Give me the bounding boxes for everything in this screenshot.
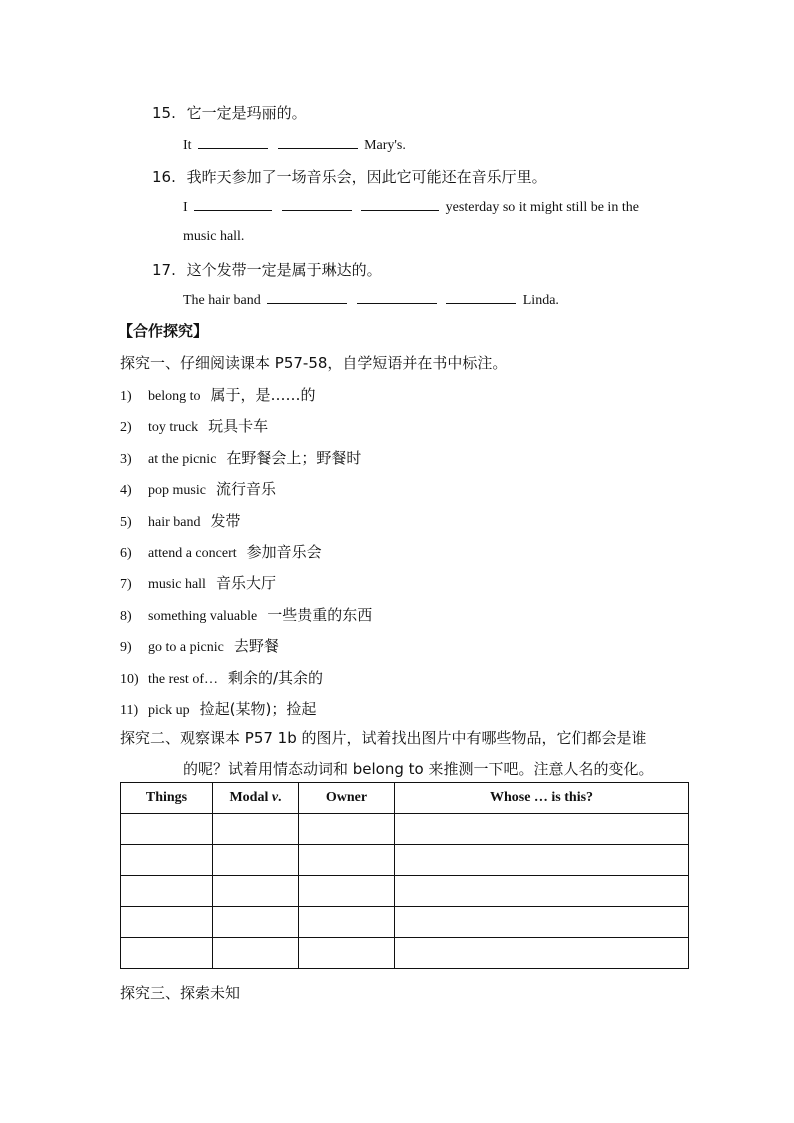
phrase-number: 10) (120, 671, 139, 687)
exercise-17-answer-line (183, 291, 559, 309)
owner-cell[interactable] (299, 876, 395, 907)
owner-cell[interactable] (299, 814, 395, 845)
exercise-prompt: 它一定是玛丽的。 (186, 104, 307, 122)
phrase-chinese: 一些贵重的东西 (267, 605, 373, 624)
phrase-english: go to a picnic (148, 640, 224, 656)
phrase-chinese: 流行音乐 (215, 480, 276, 499)
whose-cell[interactable] (395, 814, 689, 845)
phrase-chinese: 属于，是……的 (210, 386, 316, 404)
explore-two-instruction-cont: 的呢？试着用情态动词和 belong to 来推测一下吧。注意人名的变化。 (183, 760, 654, 778)
table-header-row (121, 783, 689, 814)
things-cell[interactable] (121, 845, 213, 876)
phrase-number: 7) (120, 577, 132, 593)
things-cell[interactable] (121, 876, 213, 907)
modal-cell[interactable] (213, 907, 299, 938)
phrase-english: pop music (148, 483, 206, 499)
phrase-chinese: 玩具卡车 (208, 417, 269, 436)
modal-cell[interactable] (213, 814, 299, 845)
phrase-number: 9) (120, 640, 132, 656)
phrase-english: attend a concert (148, 546, 237, 561)
phrase-item (120, 510, 241, 531)
table-row (121, 845, 689, 876)
sentence-end: yesterday so it might still be in the (445, 200, 639, 215)
phrase-item (120, 604, 372, 625)
exercise-number: 17. (152, 261, 176, 279)
explore-two-instruction: 探究二、观察课本 P57 1b 的图片，试着找出图片中有哪些物品，它们都会是谁 (120, 729, 647, 747)
phrase-english: the rest of… (148, 671, 218, 687)
section-heading: 【合作探究】 (118, 322, 209, 340)
exercise-17 (152, 259, 382, 280)
exercise-number: 16. (152, 168, 176, 186)
explore-one-instruction: 探究一、仔细阅读课本 P57-58，自学短语并在书中标注。 (120, 354, 508, 372)
col-header-modal: Modal v. (213, 783, 299, 814)
phrase-english: at the picnic (148, 451, 217, 467)
owner-cell[interactable] (299, 845, 395, 876)
answer-blank[interactable] (278, 136, 358, 149)
answer-blank[interactable] (282, 198, 352, 211)
sentence-end: Linda. (522, 293, 559, 308)
phrase-chinese: 参加音乐会 (246, 543, 322, 561)
phrase-number: 8) (120, 608, 132, 624)
phrase-chinese: 音乐大厅 (215, 574, 276, 593)
phrase-item (120, 447, 361, 468)
things-cell[interactable] (121, 907, 213, 938)
col-header-things: Things (121, 783, 213, 814)
phrase-item (120, 478, 276, 499)
whose-cell[interactable] (395, 938, 689, 969)
exercise-prompt: 我昨天参加了一场音乐会，因此它可能还在音乐厅里。 (186, 168, 547, 186)
answer-blank[interactable] (357, 291, 437, 304)
table-row (121, 876, 689, 907)
exercise-number: 15. (152, 104, 176, 122)
answer-blank[interactable] (361, 198, 439, 211)
phrase-item (120, 698, 316, 719)
exercise-prompt: 这个发带一定是属于琳达的。 (186, 261, 382, 279)
phrase-item (120, 384, 316, 405)
things-cell[interactable] (121, 938, 213, 969)
phrase-number: 3) (120, 451, 132, 467)
things-cell[interactable] (121, 814, 213, 845)
answer-blank[interactable] (446, 291, 516, 304)
phrase-english: something valuable (148, 608, 258, 624)
sentence-start: I (183, 200, 188, 215)
sentence-end: Mary's. (364, 138, 406, 153)
phrase-chinese: 捡起(某物)；捡起 (199, 700, 317, 718)
phrase-english: belong to (148, 389, 201, 404)
phrase-english: music hall (148, 577, 206, 593)
phrase-number: 5) (120, 514, 132, 530)
modal-cell[interactable] (213, 845, 299, 876)
exercise-15 (152, 102, 307, 123)
phrase-item (120, 635, 279, 656)
owner-cell[interactable] (299, 938, 395, 969)
exercise-16-answer-line (183, 198, 639, 216)
phrase-chinese: 发带 (210, 511, 241, 530)
phrase-number: 1) (120, 389, 132, 404)
exercise-16 (152, 166, 547, 187)
owner-cell[interactable] (299, 907, 395, 938)
modal-cell[interactable] (213, 876, 299, 907)
phrase-number: 6) (120, 546, 132, 561)
phrase-chinese: 剩余的/其余的 (227, 668, 324, 687)
phrase-item (120, 667, 323, 688)
sentence-start: The hair band (183, 293, 261, 308)
phrase-chinese: 在野餐会上；野餐时 (226, 448, 362, 467)
answer-blank[interactable] (194, 198, 272, 211)
answer-blank[interactable] (198, 136, 268, 149)
phrase-english: toy truck (148, 420, 199, 436)
phrase-item (120, 415, 268, 436)
table-row (121, 907, 689, 938)
table-row (121, 938, 689, 969)
table-row (121, 814, 689, 845)
modal-cell[interactable] (213, 938, 299, 969)
phrase-english: pick up (148, 703, 190, 718)
col-header-owner: Owner (299, 783, 395, 814)
answer-blank[interactable] (267, 291, 347, 304)
phrase-chinese: 去野餐 (233, 637, 279, 656)
phrase-english: hair band (148, 514, 201, 530)
phrase-number: 11) (120, 703, 139, 718)
col-header-whose: Whose … is this? (395, 783, 689, 814)
whose-cell[interactable] (395, 845, 689, 876)
ownership-table (120, 782, 689, 969)
whose-cell[interactable] (395, 907, 689, 938)
exercise-15-answer-line (183, 136, 406, 154)
phrase-item (120, 572, 276, 593)
phrase-number: 2) (120, 420, 132, 436)
phrase-number: 4) (120, 483, 132, 499)
phrase-item (120, 541, 322, 562)
sentence-continuation: music hall. (183, 229, 245, 244)
explore-three-heading: 探究三、探索未知 (120, 984, 241, 1002)
whose-cell[interactable] (395, 876, 689, 907)
sentence-start: It (183, 138, 192, 153)
